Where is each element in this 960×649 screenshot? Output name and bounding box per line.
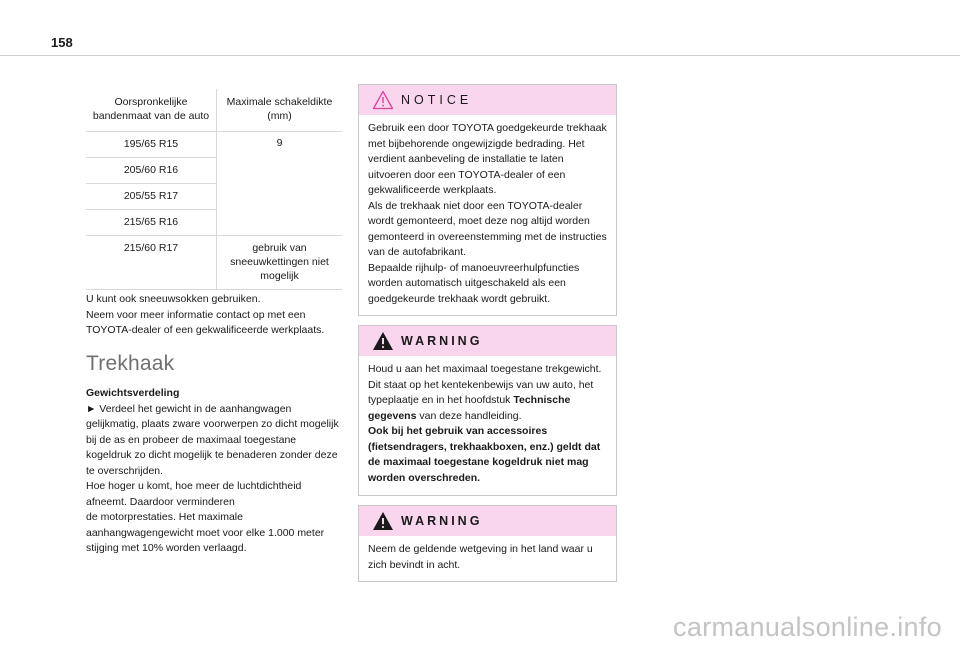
table-cell-size: 205/55 R17	[86, 184, 217, 210]
table-header-max-thickness: Maximale schakeldikte (mm)	[217, 89, 343, 132]
notice-warning-triangle-icon	[372, 90, 394, 110]
tire-chain-table	[86, 89, 342, 290]
warning-triangle-icon	[372, 511, 394, 531]
snow-socks-note: U kunt ook sneeuwsokken gebruiken. Neem voor meer informatie contact op met een TOYOTA-dealer of een gekwalificeerde werkplaats.	[86, 293, 325, 336]
subheading: Gewichtsverdeling	[86, 387, 180, 399]
warning-title: WARNING	[401, 334, 483, 348]
table-cell-no-chains: gebruik van sneeuwkettingen niet mogelijk	[217, 236, 343, 290]
warning-title: WARNING	[401, 514, 483, 528]
warning-header	[359, 506, 616, 536]
warning-box-legislation	[358, 505, 617, 582]
table-cell-size: 205/60 R16	[86, 158, 217, 184]
warning-triangle-icon	[372, 331, 394, 351]
weight-distribution-section	[86, 386, 344, 557]
table-cell-max-thickness: 9	[217, 132, 343, 236]
page-number: 158	[51, 35, 73, 50]
notice-title: NOTICE	[401, 93, 473, 107]
warning-text-part: van deze handleiding.	[416, 409, 522, 422]
notice-header	[359, 85, 616, 115]
warning-text-reference: Technische gegevens	[368, 394, 571, 422]
table-cell-size: 215/60 R17	[86, 236, 217, 290]
table-header-tire-size: Oorspronkelijke bandenmaat van de auto	[86, 89, 217, 132]
table-cell-size: 195/65 R15	[86, 132, 217, 158]
table-cell-size: 215/65 R16	[86, 210, 217, 236]
warning-text-emphasis: Ook bij het gebruik van accessoires (fietsendragers, trekhaakboxen, enz.) geldt dat de maximaal toegestane kogeldruk niet mag worden overschreden.	[368, 425, 601, 484]
body-paragraph: ► Verdeel het gewicht in de aanhangwagen gelijkmatig, plaats zware voorwerpen zo dicht mogelijk bij de as en probeer de maximaal toegestane kogeldruk zo dicht mogelijk te benaderen zonder deze te overschrijden. Hoe hoger u komt, hoe meer de luchtdichtheid afneemt. Daardoor verminderen de motorprestaties. Het maximale aanhangwagengewicht moet voor elke 1.000 meter stijging met 10% worden verlaagd.	[86, 402, 339, 554]
warning-header	[359, 326, 616, 356]
header-divider	[0, 55, 960, 56]
warning-box-towing	[358, 325, 617, 496]
notice-text: Gebruik een door TOYOTA goedgekeurde trekhaak met bijbehorende ongewijzigde bedrading. Het verdient aanbeveling de installatie te laten uitvoeren door een TOYOTA-dealer of een gekwalificeerde werkplaats. Als de trekhaak niet door een TOYOTA-dealer wordt gemonteerd, moet deze nog altijd worden gemonteerd in overeenstemming met de instructies van de autofabrikant. Bepaalde rijhulp- of manoeuvreerhulpfuncties worden automatisch uitgeschakeld als een goedgekeurde trekhaak wordt gebruikt.	[368, 122, 607, 305]
warning-text-part: Houd u aan het maximaal toegestane trekgewicht. Dit staat op het kentekenbewijs van uw auto, het typeplaatje en in het hoofdstuk	[368, 363, 602, 406]
notice-box	[358, 84, 617, 316]
watermark: carmanualsonline.info	[673, 612, 942, 642]
warning-text	[359, 356, 616, 494]
section-title: Trekhaak	[86, 352, 175, 375]
warning-text: Neem de geldende wetgeving in het land waar u zich bevindt in acht.	[368, 543, 593, 571]
